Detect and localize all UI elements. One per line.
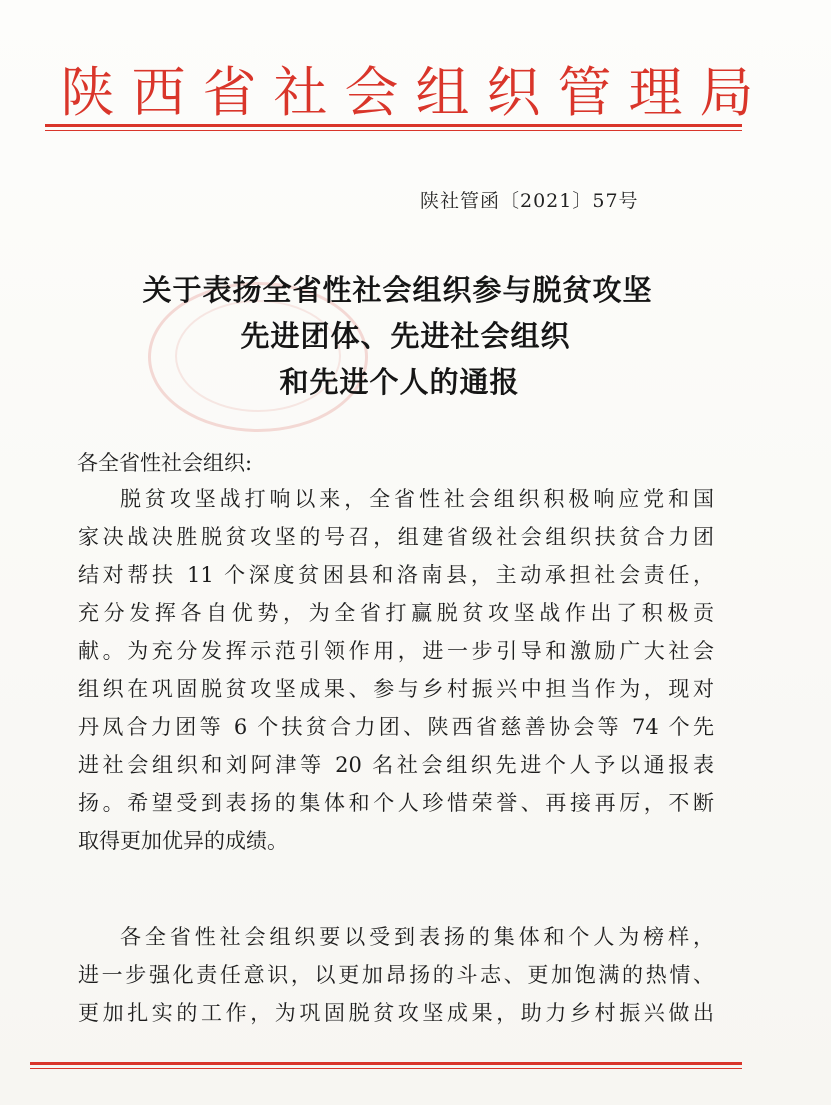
paragraph-line: 脱贫攻坚战打响以来，全省性社会组织积极响应党和国	[120, 487, 714, 511]
paragraph-line: 献。为充分发挥示范引领作用，进一步引导和激励广大社会	[78, 639, 714, 663]
paragraph-line: 更加扎实的工作，为巩固脱贫攻坚成果，助力乡村振兴做出	[78, 1001, 714, 1025]
footer-red-rule-thin	[30, 1068, 742, 1069]
paragraph-line: 家决战决胜脱贫攻坚的号召，组建省级社会组织扶贫合力团	[78, 525, 714, 549]
paragraph-line: 进社会组织和刘阿津等 20 名社会组织先进个人予以通报表	[78, 753, 714, 777]
document-number: 陕社管函〔2021〕57号	[420, 190, 639, 212]
agency-masthead: 陕西省社会组织管理局	[60, 61, 771, 124]
body-paragraph-1	[78, 480, 714, 860]
paragraph-line: 取得更加优异的成绩。	[78, 829, 288, 853]
salutation: 各全省性社会组织:	[77, 451, 253, 475]
header-red-rule	[45, 124, 742, 127]
paragraph-line: 丹凤合力团等 6 个扶贫合力团、陕西省慈善协会等 74 个先	[78, 715, 714, 739]
header-red-rule-thin	[45, 130, 742, 131]
paragraph-line: 结对帮扶 11 个深度贫困县和洛南县，主动承担社会责任，	[78, 563, 714, 587]
paragraph-line: 各全省性社会组织要以受到表扬的集体和个人为榜样，	[120, 925, 714, 949]
document-title-line-3: 和先进个人的通报	[279, 365, 520, 399]
paragraph-line: 扬。希望受到表扬的集体和个人珍惜荣誉、再接再厉，不断	[78, 791, 714, 815]
document-title-line-2: 先进团体、先进社会组织	[240, 319, 571, 353]
footer-red-rule	[30, 1062, 742, 1065]
paragraph-line: 进一步强化责任意识，以更加昂扬的斗志、更加饱满的热情、	[78, 963, 714, 987]
body-paragraph-2	[78, 918, 714, 1032]
paragraph-line: 组织在巩固脱贫攻坚成果、参与乡村振兴中担当作为，现对	[78, 677, 714, 701]
paragraph-line: 充分发挥各自优势，为全省打赢脱贫攻坚战作出了积极贡	[78, 601, 714, 625]
document-title-line-1: 关于表扬全省性社会组织参与脱贫攻坚	[142, 273, 653, 307]
